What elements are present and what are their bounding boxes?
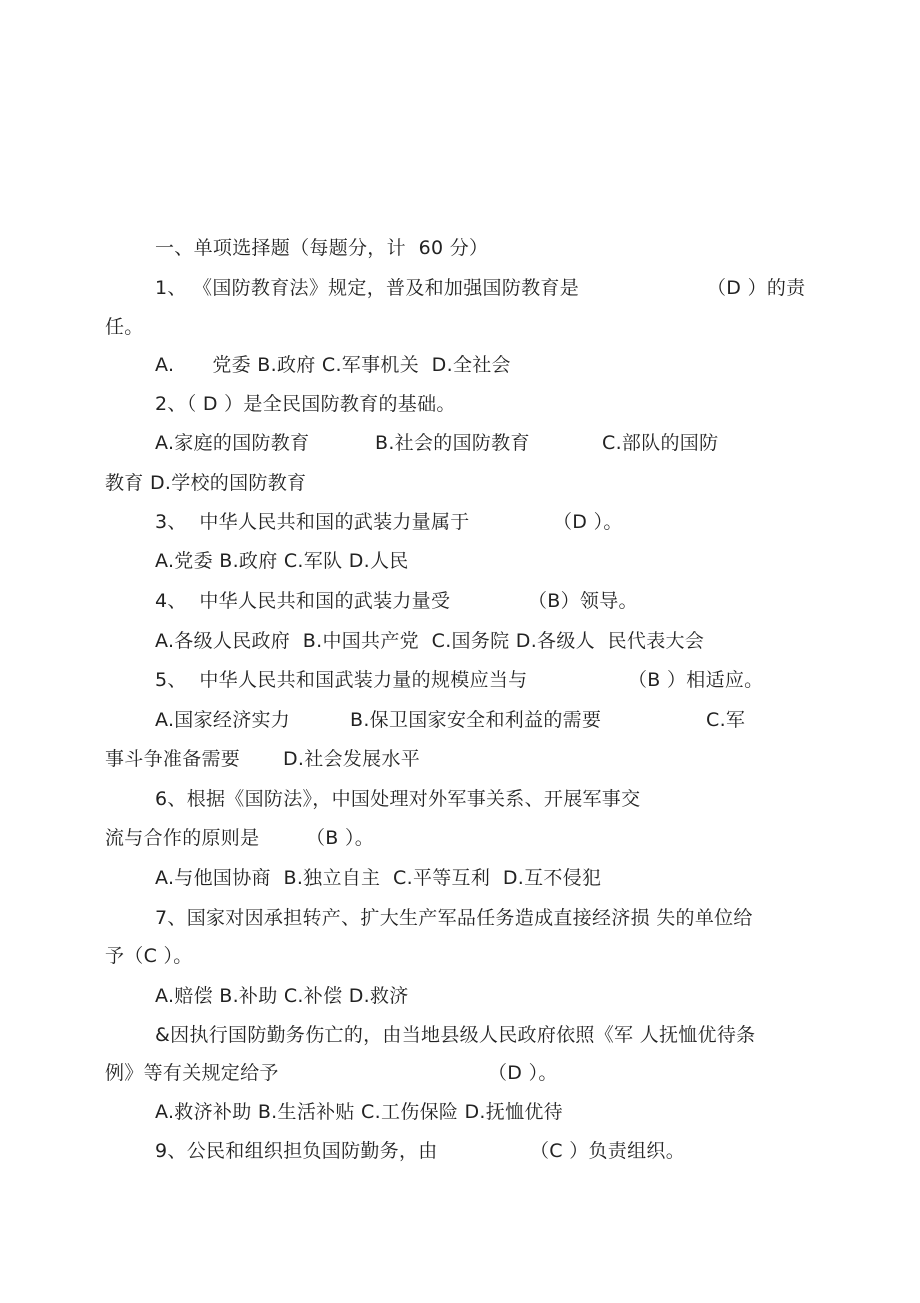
question-2-text: 2、（ D ）是全民国防教育的基础。 bbox=[155, 393, 456, 415]
question-8-answer: （D ）。 bbox=[488, 1062, 558, 1084]
question-1-text-cont: 任。 bbox=[105, 316, 144, 338]
question-6-answer: （B ）。 bbox=[306, 827, 375, 849]
question-1-text: 1、 《国防教育法》规定，普及和加强国防教育是 bbox=[155, 277, 580, 299]
question-5-options-cont-a: 事斗争准备需要 bbox=[105, 748, 241, 770]
question-2-option-b: B.社会的国防教育 bbox=[375, 432, 530, 454]
question-7-text-cont: 予（C ）。 bbox=[105, 945, 193, 967]
question-9-text: 9、公民和组织担负国防勤务，由 bbox=[155, 1140, 438, 1162]
question-4-options: A.各级人民政府 B.中国共产党 C.国务院 D.各级人 民代表大会 bbox=[155, 630, 705, 652]
question-3-options: A.党委 B.政府 C.军队 D.人民 bbox=[155, 550, 409, 572]
question-8-text-cont: 例》等有关规定给予 bbox=[105, 1062, 279, 1084]
question-5-answer: （B ）相适应。 bbox=[628, 669, 764, 691]
question-2-options-cont: 教育 D.学校的国防教育 bbox=[105, 472, 307, 494]
question-2-option-a: A.家庭的国防教育 bbox=[155, 432, 310, 454]
question-5-option-c: C.军 bbox=[706, 709, 746, 731]
question-8-options: A.救济补助 B.生活补贴 C.工伤保险 D.抚恤优待 bbox=[155, 1101, 563, 1123]
question-2-option-c: C.部队的国防 bbox=[602, 432, 719, 454]
question-6-text: 6、根据《国防法》，中国处理对外军事关系、开展军事交 bbox=[155, 788, 641, 810]
question-3-answer: （D ）。 bbox=[553, 511, 623, 533]
question-5-text: 5、 中华人民共和国武装力量的规模应当与 bbox=[155, 669, 528, 691]
question-8-text: &因执行国防勤务伤亡的，由当地县级人民政府依照《军 人抚恤优待条 bbox=[155, 1024, 756, 1046]
question-5-option-b: B.保卫国家安全和利益的需要 bbox=[350, 709, 602, 731]
question-6-options: A.与他国协商 B.独立自主 C.平等互利 D.互不侵犯 bbox=[155, 867, 602, 889]
section-title: 一、单项选择题（每题分，计 60 分） bbox=[155, 237, 489, 259]
question-3-text: 3、 中华人民共和国的武装力量属于 bbox=[155, 511, 470, 533]
question-9-answer: （C ）负责组织。 bbox=[530, 1140, 686, 1162]
question-6-text-cont: 流与合作的原则是 bbox=[105, 827, 260, 849]
question-5-options-cont-b: D.社会发展水平 bbox=[283, 748, 421, 770]
question-4-answer: （B）领导。 bbox=[528, 590, 638, 612]
question-1-answer: （D ）的责 bbox=[707, 277, 806, 299]
question-1-options: A. 党委 B.政府 C.军事机关 D.全社会 bbox=[155, 354, 511, 376]
question-4-text: 4、 中华人民共和国的武装力量受 bbox=[155, 590, 451, 612]
question-7-options: A.赔偿 B.补助 C.补偿 D.救济 bbox=[155, 985, 409, 1007]
question-7-text: 7、国家对因承担转产、扩大生产军品任务造成直接经济损 失的单位给 bbox=[155, 907, 753, 929]
question-5-option-a: A.国家经济实力 bbox=[155, 709, 291, 731]
